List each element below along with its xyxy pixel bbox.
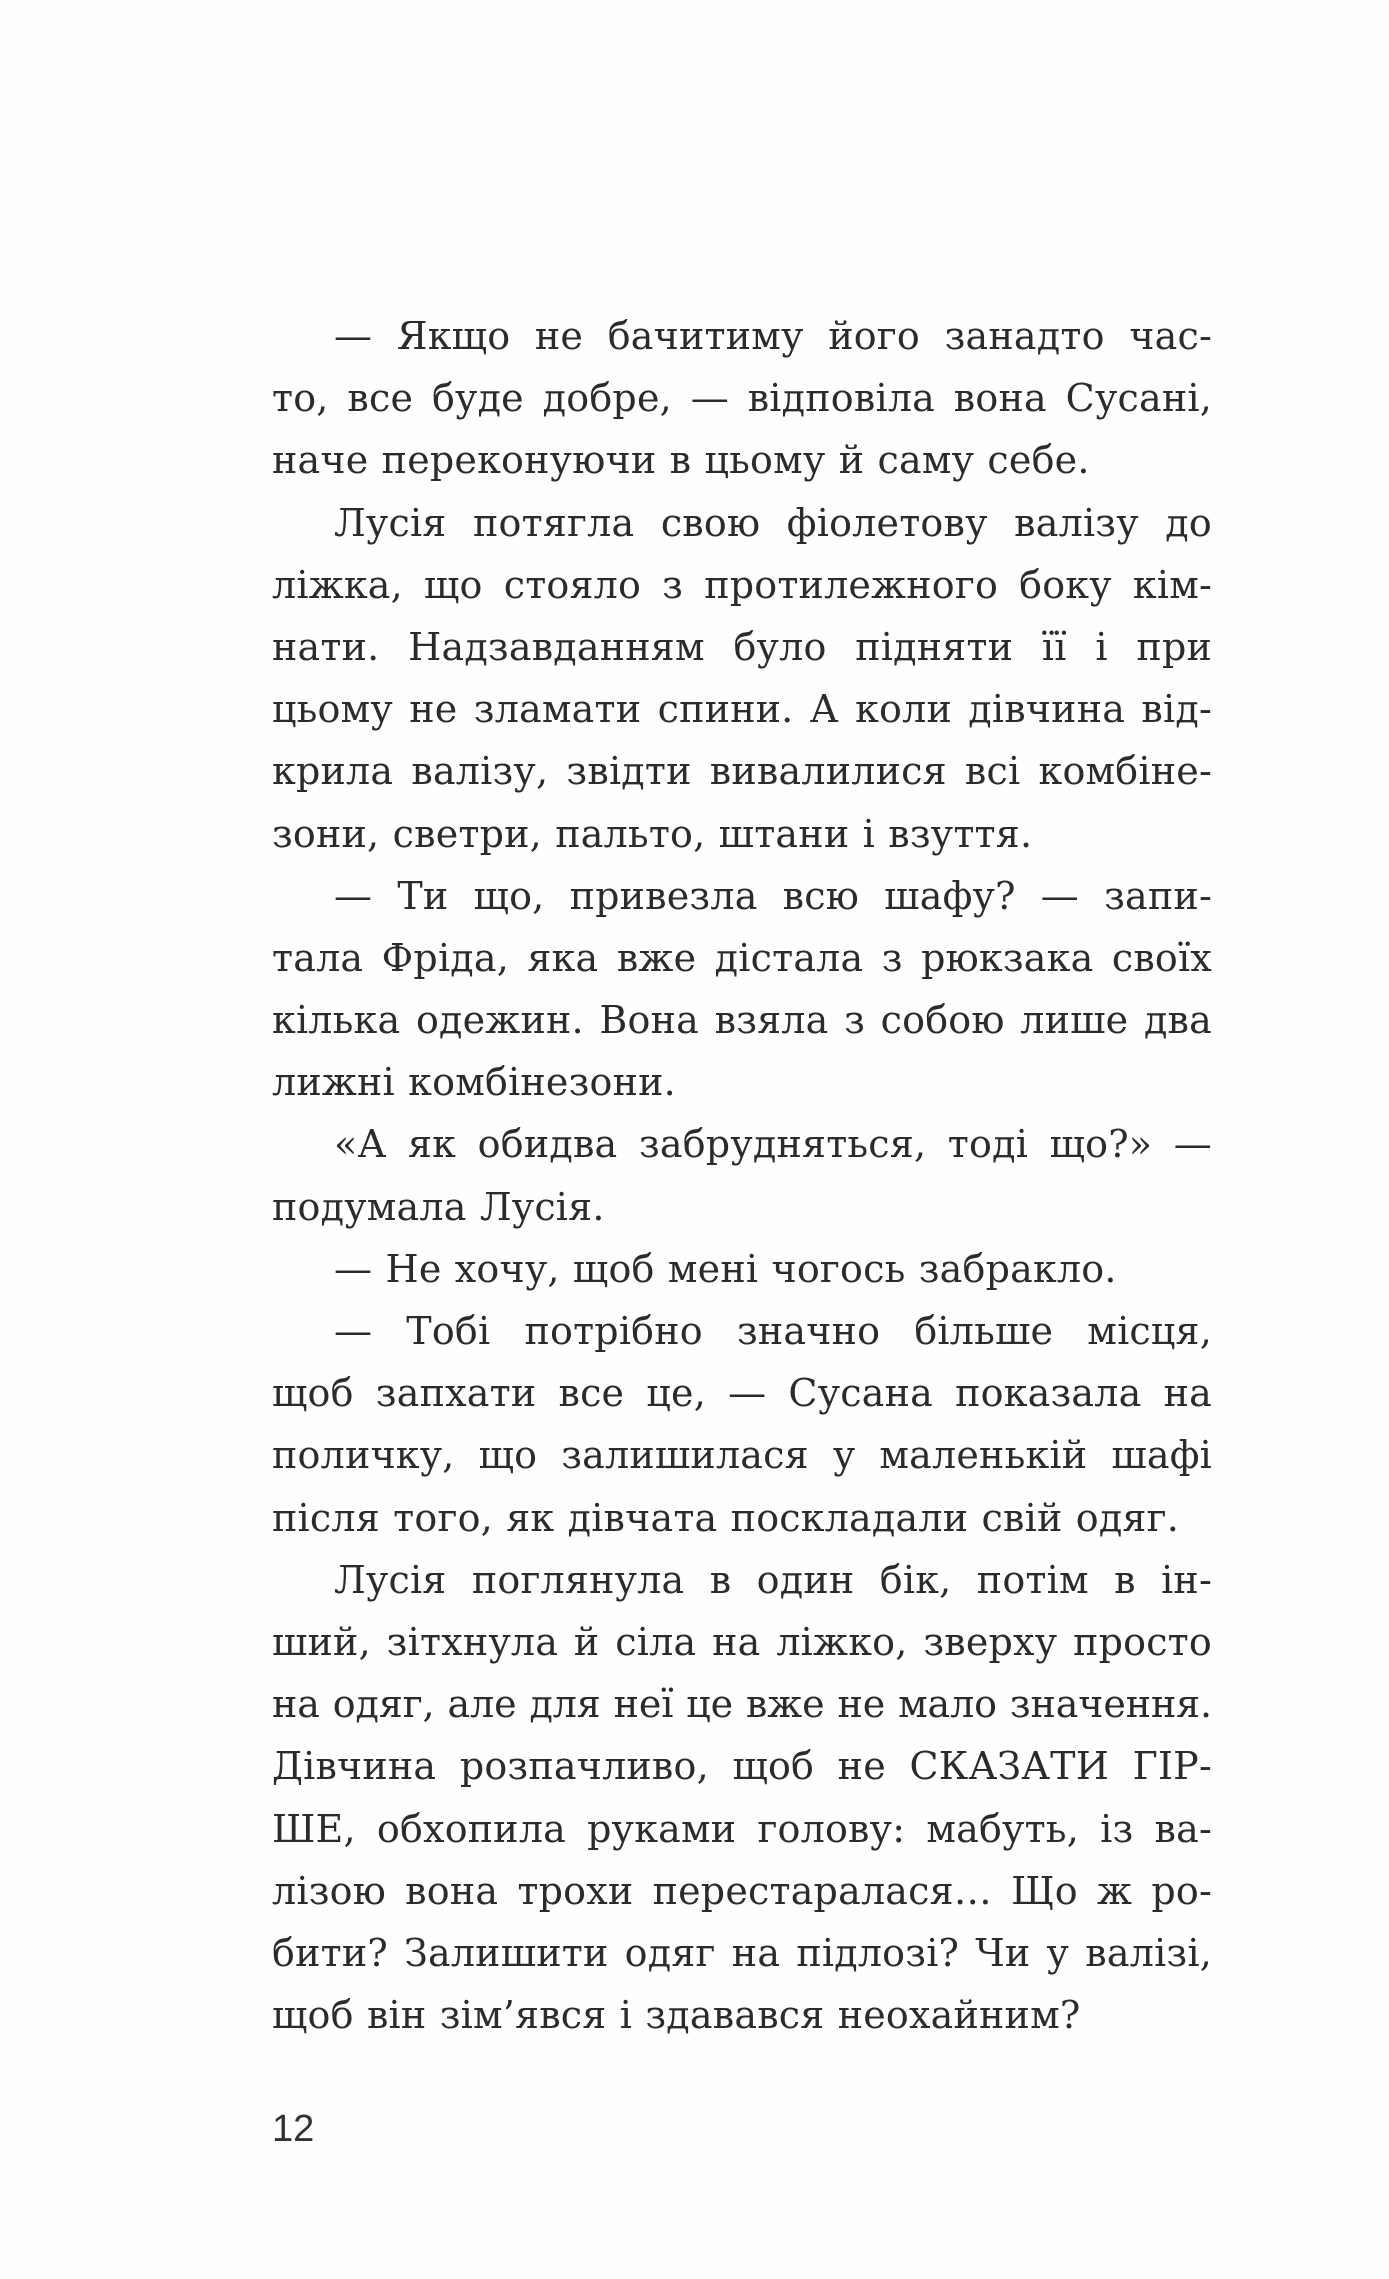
page-number: 12 [272,2108,315,2150]
text-line: ліжка, що стояло з протилежного боку кім- [272,562,1212,607]
text-line: ШЕ, обхопила руками голову: мабуть, із ва- [272,1806,1212,1851]
text-line: поличку, що залишилася у маленькій шафі [272,1433,1212,1478]
text-line: кілька одежин. Вона взяла з собою лише два [272,998,1212,1043]
text-line: після того, як дівчата поскладали свій одяг. [272,1495,1179,1540]
text-line: Лусія поглянула в один бік, потім в ін- [334,1557,1212,1602]
page-body-text [272,305,1212,2046]
text-line: щоб він зім’явся і здавався неохайним? [272,1993,1081,2038]
text-line: цьому не зламати спини. А коли дівчина від- [272,687,1212,732]
text-line: тала Фріда, яка вже дістала з рюкзака своїх [272,935,1212,980]
text-line: то, все буде добре, — відповіла вона Сусані, [272,376,1212,421]
text-line: Дівчина розпачливо, щоб не СКАЗАТИ ГІР- [272,1744,1212,1789]
text-line: лізою вона трохи перестаралася… Що ж ро- [272,1868,1212,1913]
text-line: щоб запхати все це, — Сусана показала на [272,1371,1212,1416]
text-line: лижні комбінезони. [272,1060,676,1105]
text-line: нати. Надзавданням було підняти її і при [272,624,1212,669]
text-line: Лусія потягла свою фіолетову валізу до [334,500,1212,545]
text-line: «А як обидва забрудняться, тоді що?» — [334,1122,1212,1167]
text-line: — Якщо не бачитиму його занадто час- [334,314,1212,358]
text-line: на одяг, але для неї це вже не мало значення. [272,1682,1213,1727]
text-line: бити? Залишити одяг на підлозі? Чи у валізі, [272,1930,1212,1975]
text-line: — Не хочу, щоб мені чогось забракло. [334,1246,1117,1291]
text-line: наче переконуючи в цьому й саму себе. [272,438,1090,483]
text-line: — Тобі потрібно значно більше місця, [334,1309,1212,1353]
text-line: ший, зітхнула й сіла на ліжко, зверху просто [272,1619,1212,1664]
text-line: — Ти що, привезла всю шафу? — запи- [334,873,1212,918]
text-line: подумала Лусія. [272,1184,605,1229]
text-line: крила валізу, звідти вивалилися всі комбіне- [272,749,1212,794]
text-line: зони, светри, пальто, штани і взуття. [272,811,1033,856]
